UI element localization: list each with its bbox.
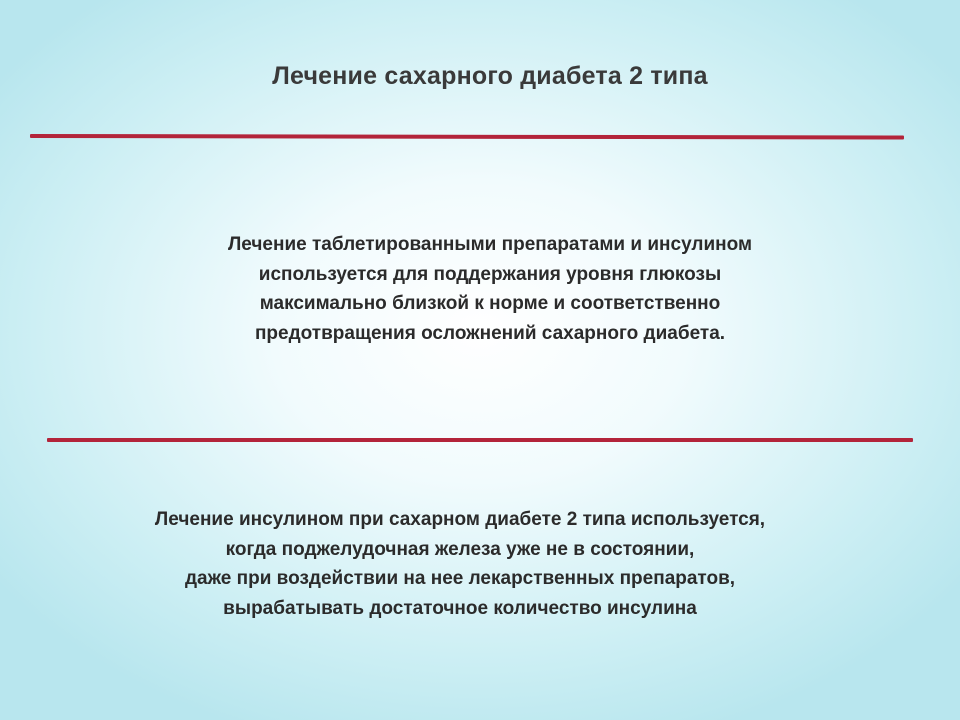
paragraph-1-line-3: максимально близкой к норме и соответственно — [259, 293, 721, 314]
middle-divider-line — [47, 438, 913, 442]
paragraph-2-line-3: даже при воздействии на нее лекарственных препаратов, — [184, 568, 736, 589]
paragraph-tablet-insulin-treatment — [130, 230, 850, 348]
slide-title: Лечение сахарного диабета 2 типа — [272, 62, 708, 90]
paragraph-1-line-4: предотвращения осложнений сахарного диабета. — [254, 322, 726, 344]
paragraph-2-line-4: вырабатывать достаточное количество инсулина — [223, 597, 697, 619]
paragraph-2-line-1: Лечение инсулином при сахарном диабете 2 типа используется, — [154, 509, 766, 530]
paragraph-2-line-2: когда поджелудочная железа уже не в состоянии, — [225, 538, 695, 560]
paragraph-1-line-1: Лечение таблетированными препаратами и инсулином — [227, 234, 753, 255]
paragraph-insulin-therapy — [40, 505, 880, 623]
paragraph-1-line-2: используется для поддержания уровня глюкозы — [258, 263, 722, 285]
top-divider-line — [30, 134, 904, 140]
